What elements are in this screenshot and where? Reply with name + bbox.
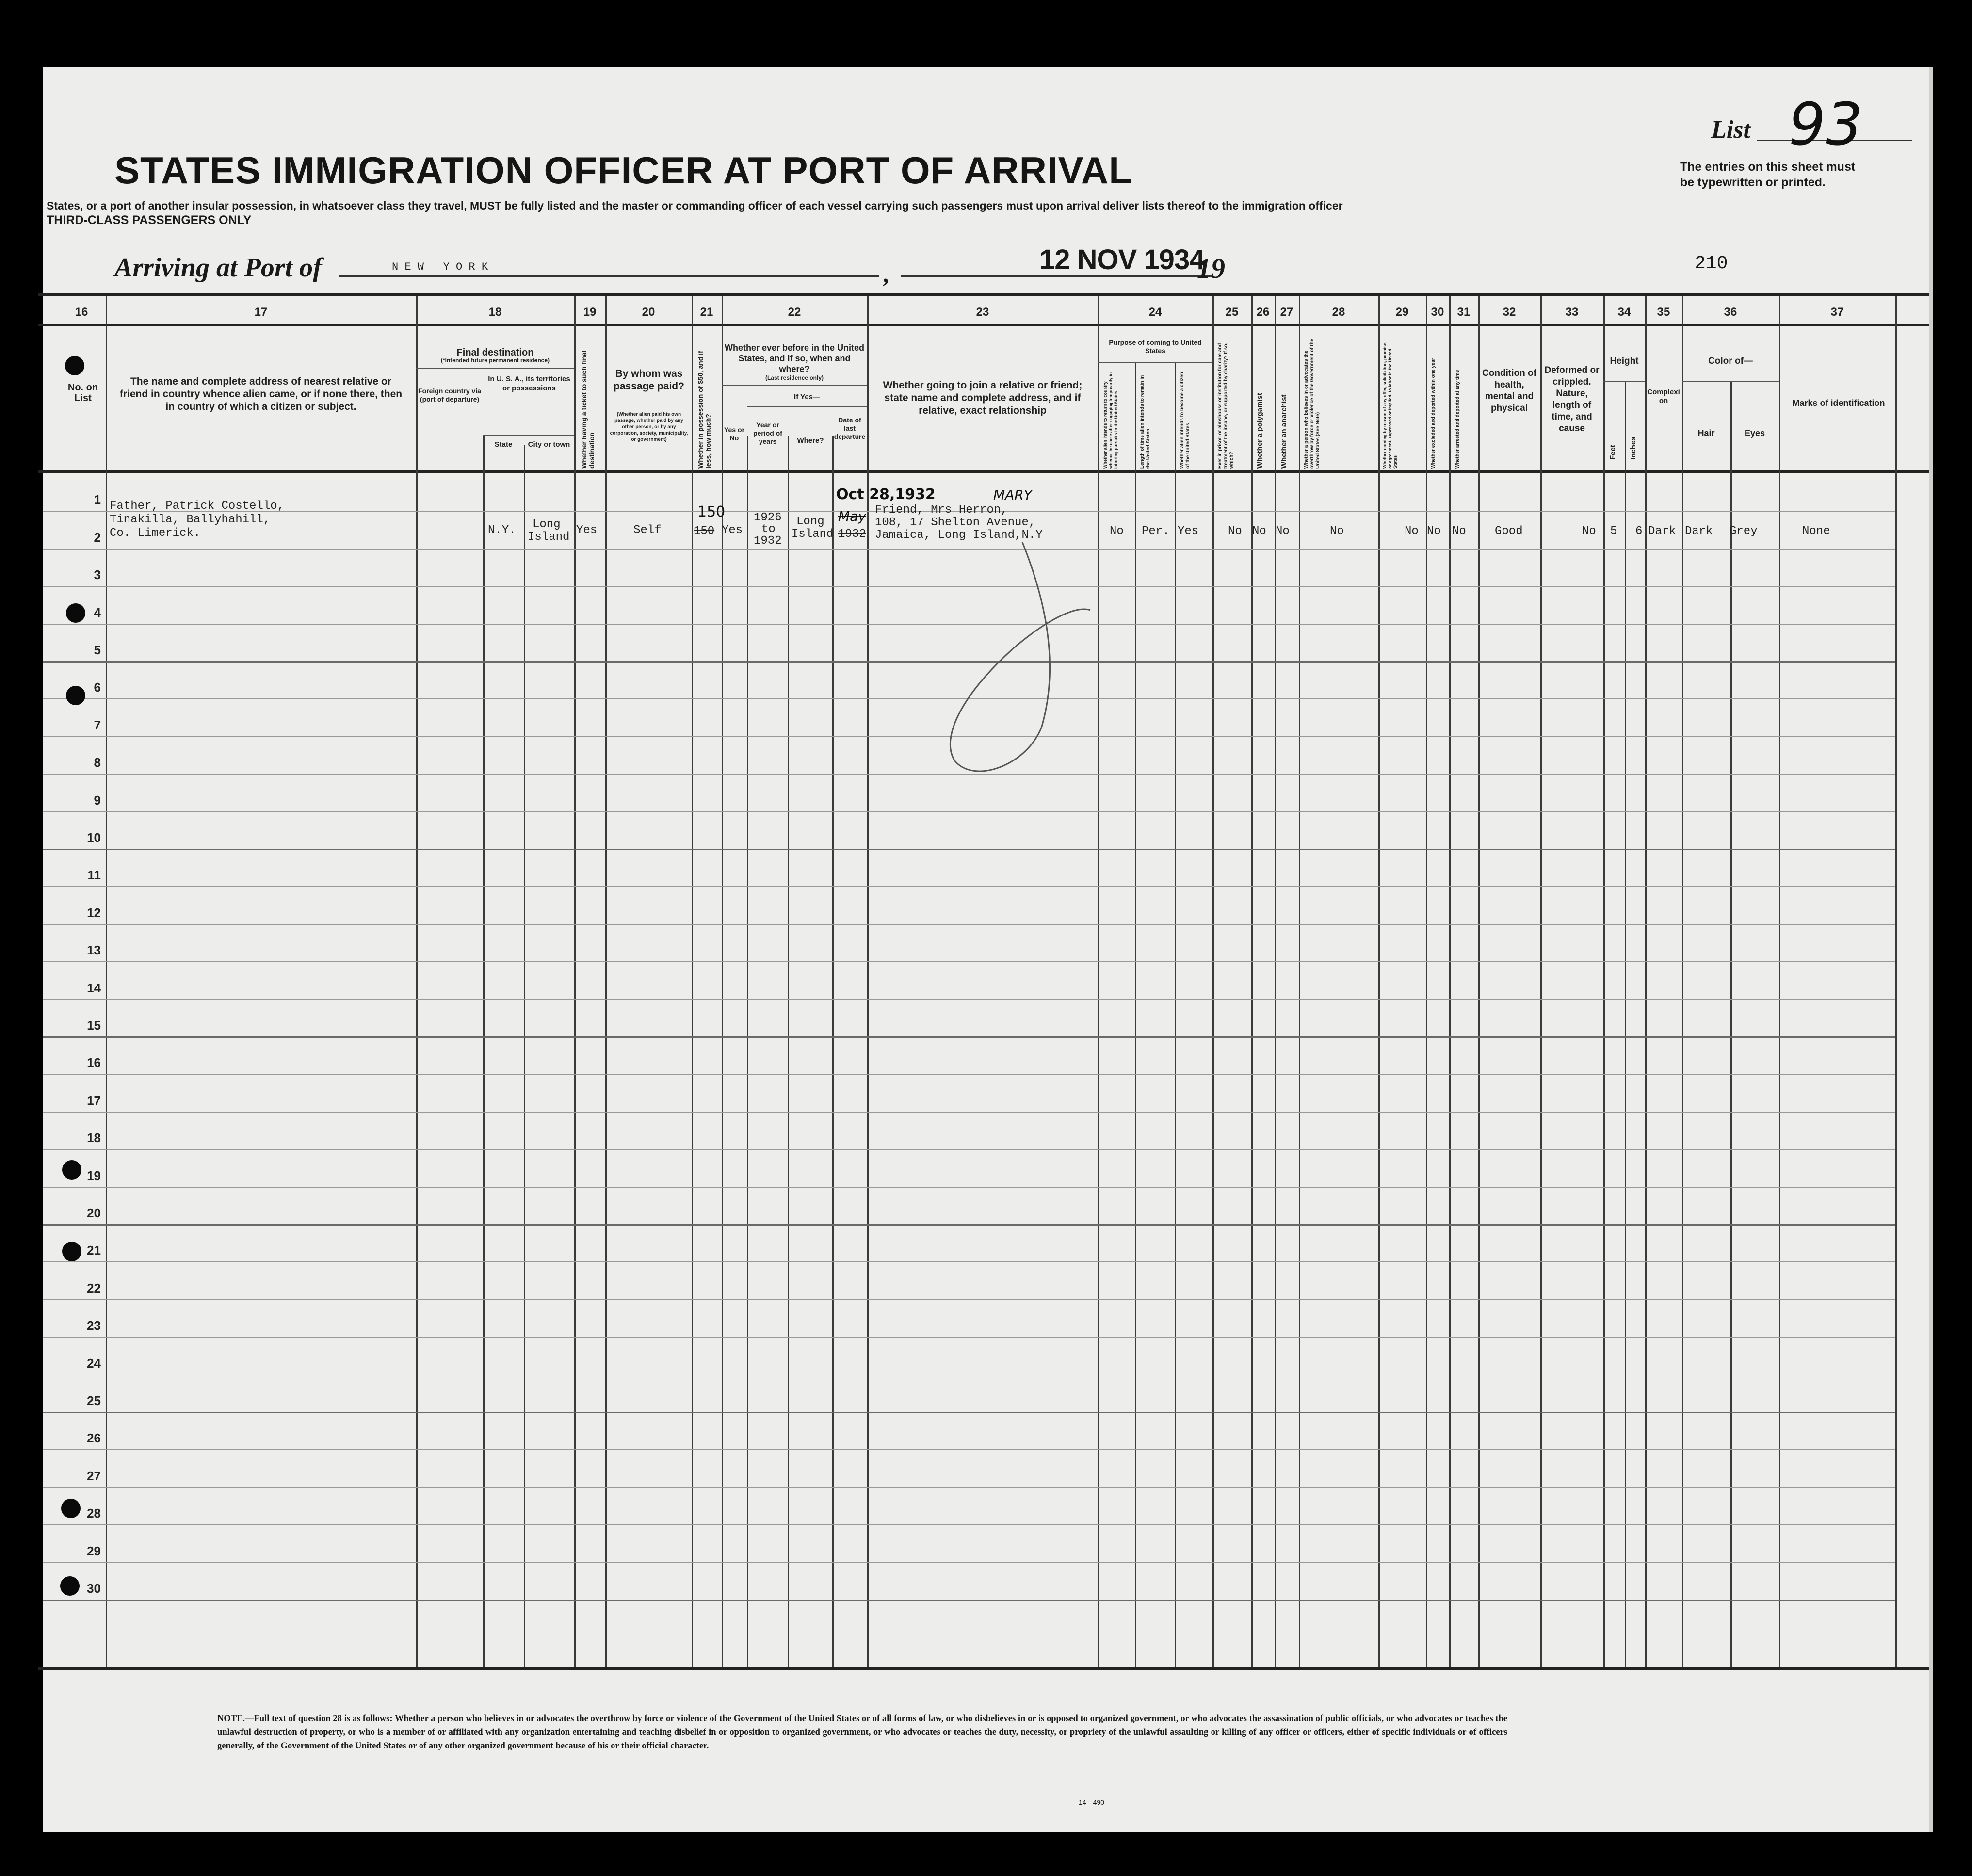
years-line-2: to [761, 523, 776, 536]
row-number: 28 [87, 1506, 101, 1521]
row-number: 9 [94, 792, 101, 808]
row-line [43, 886, 1895, 887]
row-line [43, 1524, 1895, 1525]
header-money: Whether in possession of $50, and if less, how much? [696, 351, 712, 469]
header-hair: Hair [1697, 428, 1715, 438]
header-final-destination: Final destination [456, 347, 534, 358]
header-yes-no: Yes or No [724, 426, 745, 442]
money-struck: 150 [694, 525, 715, 538]
header-deported: Whether arrested and deported at any time [1455, 370, 1460, 469]
height-inches-value: 6 [1635, 525, 1643, 538]
header-state: State [494, 440, 513, 449]
departure-struck-year: 1932 [838, 528, 866, 541]
col-num-33: 33 [1565, 306, 1579, 319]
col-num-37: 37 [1830, 306, 1844, 319]
col-num-22: 22 [788, 306, 801, 319]
header-city: City or town [528, 440, 570, 449]
row-number: 19 [87, 1168, 101, 1183]
header-date-departure: Date of last departure [834, 416, 866, 440]
eyes-value: Grey [1730, 525, 1758, 538]
manifest-sheet [43, 67, 1933, 1832]
deported-value: No [1452, 525, 1466, 538]
row-number: 23 [87, 1318, 101, 1333]
join-line-2: 108, 17 Shelton Avenue, [875, 516, 1036, 529]
entries-note-line2: be typewritten or printed. [1680, 176, 1826, 189]
header-polygamist: Whether a polygamist [1256, 393, 1264, 469]
header-citizen-intent: Whether alien intends to become a citizen of the United States [1180, 372, 1191, 469]
col-num-27: 27 [1280, 306, 1293, 319]
passenger-class: THIRD-CLASS PASSENGERS ONLY [47, 213, 252, 227]
col-num-34: 34 [1617, 306, 1631, 319]
row-line [43, 1112, 1895, 1113]
header-if-yes: If Yes— [794, 393, 820, 401]
col-num-24: 24 [1148, 306, 1162, 319]
col-num-20: 20 [642, 306, 655, 319]
row-line [43, 1036, 1895, 1038]
row-number: 1 [94, 492, 101, 507]
col-num-29: 29 [1395, 306, 1409, 319]
departure-struck-month: May [838, 508, 866, 524]
years-line-1: 1926 [754, 511, 782, 524]
list-number: 93 [1789, 91, 1863, 159]
row-number: 30 [87, 1581, 101, 1596]
row-line [43, 1299, 1895, 1300]
header-complexion: Complexion [1647, 388, 1680, 405]
header-height: Height [1610, 356, 1639, 366]
money-handwritten: 150 [697, 503, 726, 520]
row-number: 10 [87, 830, 101, 845]
dest-city-line-1: Long [533, 518, 561, 531]
row-number: 24 [87, 1356, 101, 1371]
row-number: 4 [94, 605, 101, 620]
header-inches: Inches [1629, 437, 1637, 460]
row-number: 18 [87, 1131, 101, 1146]
row-number: 20 [87, 1206, 101, 1220]
row-number: 15 [87, 1018, 101, 1033]
length-stay-value: Per. [1142, 525, 1170, 538]
row-number: 16 [87, 1055, 101, 1070]
header-health: Condition of health, mental and physical [1482, 368, 1536, 413]
marks-value: None [1802, 525, 1830, 538]
row-number: 7 [94, 717, 101, 732]
been-before-value: Yes [722, 524, 743, 537]
header-return-intent: Whether alien intends to return to country whence he came after engaging temporarily in laboring pursuits in the United States [1103, 372, 1118, 469]
col-num-36: 36 [1724, 306, 1737, 319]
row-number: 21 [87, 1243, 101, 1258]
row-number: 26 [87, 1431, 101, 1446]
row-line [43, 1074, 1895, 1075]
overthrow-value: No [1330, 525, 1344, 538]
row-line [43, 1449, 1895, 1450]
year-label: 19 [1197, 253, 1225, 284]
comma-1: , [883, 260, 889, 288]
row-line [43, 1562, 1895, 1563]
port-name: N E W Y O R K [392, 261, 488, 273]
list-label: List [1711, 116, 1750, 144]
header-no-on-list: No. on List [67, 382, 98, 404]
paid-by-value: Self [633, 524, 662, 537]
header-labor-offer: Whether coming by reason of any offer, solicitation, promise, or agreement, expressed or implied, to labor in the United States [1382, 341, 1398, 469]
header-foreign-country: Foreign country via (port of departure) [418, 387, 481, 403]
header-overthrow: Whether a person who believes in or advocates the overthrow by force or violence of the Government of the United States (See Note) [1304, 339, 1321, 469]
col-num-19: 19 [583, 306, 597, 319]
row-line [43, 924, 1895, 925]
table-bottom-border [38, 1667, 1929, 1670]
row-number: 22 [87, 1280, 101, 1295]
col-num-26: 26 [1256, 306, 1270, 319]
dest-city-line-2: Island [528, 531, 570, 544]
departure-handwritten: Oct 28,1932 [836, 486, 936, 503]
header-year: Year or period of years [753, 421, 782, 445]
header-eyes: Eyes [1744, 428, 1765, 438]
join-line-3: Jamaica, Long Island,N.Y [875, 529, 1043, 542]
where-line-2: Island [792, 528, 834, 541]
form-subtitle: States, or a port of another insular possession, in whatsoever class they travel, MUST be fully listed and the master or commanding officer of each vessel carrying such passengers must upon arrival deliver lists thereof to the immigration officer [47, 199, 1343, 212]
header-last-residence: (Last residence only) [765, 374, 824, 381]
header-anarchist: Whether an anarchist [1280, 394, 1288, 469]
col-num-30: 30 [1431, 306, 1444, 319]
row-number: 13 [87, 943, 101, 958]
header-purpose: Purpose of coming to United States [1109, 339, 1202, 355]
row-line [43, 1187, 1895, 1188]
header-join-relative: Whether going to join a relative or friend; state name and complete address, and if relative, exact relationship [883, 380, 1083, 416]
row-line [43, 1149, 1895, 1150]
entries-note-line1: The entries on this sheet must [1680, 160, 1856, 174]
header-prison: Ever in prison or almshouse or institution for care and treatment of the insane, or supported by charity? If so, which? [1217, 342, 1234, 469]
row-number: 3 [94, 567, 101, 582]
col-num-18: 18 [488, 306, 502, 319]
hair-value: Dark [1685, 525, 1713, 538]
row-line [43, 1337, 1895, 1338]
anarchist-value: No [1276, 525, 1290, 538]
height-feet-value: 5 [1610, 525, 1617, 538]
relative-line-3: Co. Limerick. [110, 527, 201, 540]
col-num-23: 23 [976, 306, 989, 319]
row-number: 6 [94, 680, 101, 695]
prison-value: No [1228, 525, 1242, 538]
header-marks: Marks of identification [1792, 398, 1885, 408]
complexion-value: Dark [1648, 525, 1676, 538]
row-line [43, 999, 1895, 1000]
header-deformed: Deformed or crippled. Nature, length of time, and cause [1544, 365, 1600, 434]
row-line [43, 811, 1895, 812]
join-line-1: Friend, Mrs Herron, [875, 503, 1008, 517]
col-num-17: 17 [254, 306, 268, 319]
col-num-25: 25 [1225, 306, 1239, 319]
row-number: 11 [87, 868, 101, 883]
ticket-value: Yes [576, 524, 598, 537]
relative-line-2: Tinakilla, Ballyhahill, [110, 513, 271, 526]
header-nearest-relative: The name and complete address of nearest relative or friend in country whence alien came, or if none there, then in country of which a citizen or subject. [119, 376, 403, 412]
header-ever-before: Whether ever before in the United States, and if so, when and where? [724, 343, 865, 374]
dest-state: N.Y. [488, 524, 516, 537]
col-num-31: 31 [1457, 306, 1471, 319]
years-line-3: 1932 [754, 534, 782, 548]
deformed-value: No [1582, 525, 1596, 538]
col-num-28: 28 [1332, 306, 1345, 319]
arriving-label: Arriving at Port of [114, 253, 322, 283]
row-number: 29 [87, 1543, 101, 1558]
header-ticket: Whether having a ticket to such final destination [580, 350, 596, 469]
header-feet: Feet [1609, 445, 1617, 460]
row-line [43, 1224, 1895, 1226]
row-number: 2 [94, 530, 101, 545]
header-final-destination-sub: (*Intended future permanent residence) [440, 357, 550, 364]
row-line [43, 1261, 1895, 1262]
col-num-21: 21 [700, 306, 713, 319]
header-where: Where? [797, 437, 824, 445]
row-line [43, 1600, 1895, 1601]
join-handwritten: MARY [993, 487, 1032, 503]
header-in-usa: In U. S. A., its territories or possessions [488, 375, 570, 392]
page-number: 210 [1695, 253, 1728, 274]
health-value: Good [1495, 525, 1523, 538]
row-number: 8 [94, 755, 101, 770]
date-stamp: 12 NOV 1934 [1039, 244, 1205, 275]
row-line [43, 1412, 1895, 1413]
where-line-1: Long [796, 515, 824, 528]
col-num-35: 35 [1657, 306, 1670, 319]
row-line [43, 961, 1895, 962]
row-number: 17 [87, 1093, 101, 1108]
port-line [339, 275, 879, 277]
row-number: 12 [87, 905, 101, 920]
header-color-of: Color of— [1708, 356, 1753, 366]
relative-line-1: Father, Patrick Costello, [110, 500, 285, 513]
header-excluded: Whether excluded and deported within one year [1431, 358, 1436, 469]
row-number: 5 [94, 643, 101, 657]
header-passage-paid-sub: (Whether alien paid his own passage, whether paid by any other person, or by any corporation, society, municipality, or government) [610, 412, 688, 442]
row-number: 25 [87, 1393, 101, 1408]
form-number: 14—490 [1079, 1798, 1104, 1806]
polygamist-value: No [1252, 525, 1266, 538]
excluded-value: No [1427, 525, 1441, 538]
pencil-scribble [935, 533, 1110, 794]
form-title: STATES IMMIGRATION OFFICER AT PORT OF ARRIVAL [114, 149, 1132, 192]
citizen-intent-value: Yes [1178, 525, 1199, 538]
row-number: 27 [87, 1468, 101, 1483]
header-passage-paid: By whom was passage paid? [614, 368, 684, 392]
header-length-stay: Length of time alien intends to remain in the United States [1140, 375, 1151, 469]
return-intent-value: No [1110, 525, 1124, 538]
col-num-32: 32 [1503, 306, 1516, 319]
col-num-16: 16 [75, 306, 88, 319]
labor-offer-value: No [1405, 525, 1419, 538]
footer-note: NOTE.—Full text of question 28 is as follows: Whether a person who believes in or advocates the overthrow by force or violence of the Government of the United States or of all forms of law, or who disbelieves in or is opposed to organized government, or who advocates the assassination of public officials, or who advocates or teaches the unlawful destruction of property, or who is a member of or affiliated with any organization entertaining and teaching disbelief in or opposition to organized government, or who advocates or teaches the duty, necessity, or propriety of the unlawful assaulting or killing of any officer or officers, either of specific individuals or of officers generally, of the Government of the United States or of any other organized government because of his or their official character. [217, 1714, 1507, 1751]
row-line [43, 1487, 1895, 1488]
row-number: 14 [87, 980, 101, 995]
row-line [43, 849, 1895, 850]
